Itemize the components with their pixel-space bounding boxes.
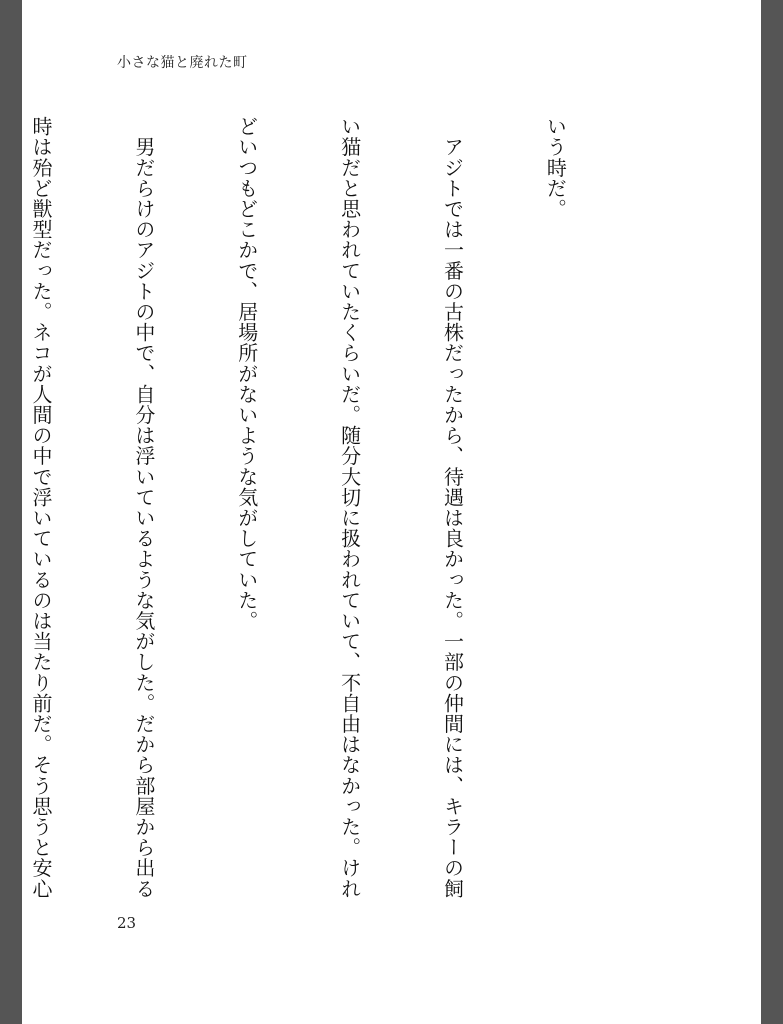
page-number: 23 [117,914,137,932]
text-line: 時は殆ど獣型だった。ネコが人間の中で浮いているのは当たり前だ。そう思うと安心 [28,116,53,899]
body-text [28,116,641,906]
text-line: いう時だ。 [543,116,568,219]
text-line: 男だらけのアジトの中で、自分は浮いているような気がした。だから部屋から出る [131,116,156,899]
text-line: アジトでは一番の古株だったから、待遇は良かった。一部の仲間には、キラーの飼 [440,116,465,899]
text-line: どいつもどこかで、居場所がないような気がしていた。 [234,116,259,631]
book-page [22,0,761,1024]
running-header-title: 小さな猫と廃れた町 [117,55,248,71]
text-line: い猫だと思われていたくらいだ。随分大切に扱われていて、不自由はなかった。けれ [337,116,362,899]
